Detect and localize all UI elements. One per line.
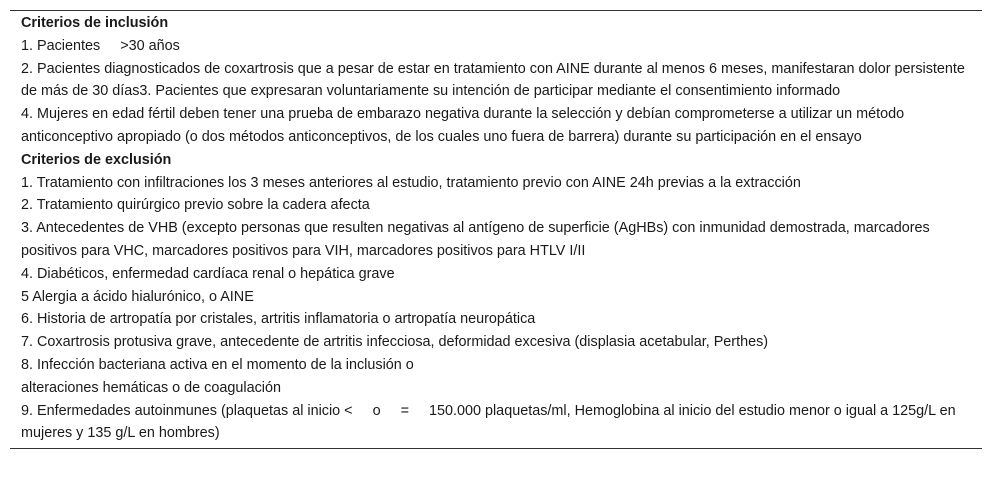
inclusion-item-1: 1. Pacientes >30 años (21, 37, 180, 54)
exclusion-criteria-heading: Criterios de exclusión (21, 151, 172, 168)
exclusion-item-8-continuation: alteraciones hemáticas o de coagulación (21, 379, 281, 396)
exclusion-item-1: 1. Tratamiento con infiltraciones los 3 meses anteriores al estudio, tratamiento previo con AINE 24h previas a la extracción (21, 174, 801, 191)
exclusion-item-5: 5 Alergia a ácido hialurónico, o AINE (21, 288, 254, 305)
exclusion-item-9: 9. Enfermedades autoinmunes (plaquetas al inicio < o = 150.000 plaquetas/ml, Hemoglobina al inicio del estudio menor o igual a 125g/L en mujeres y 135 g/L en hombres) (21, 402, 960, 442)
inclusion-criteria-heading: Criterios de inclusión (21, 15, 169, 31)
exclusion-item-4: 4. Diabéticos, enfermedad cardíaca renal o hepática grave (21, 265, 395, 282)
exclusion-item-2: 2. Tratamiento quirúrgico previo sobre la cadera afecta (21, 197, 370, 214)
exclusion-item-6: 6. Historia de artropatía por cristales, artritis inflamatoria o artropatía neuropática (21, 311, 536, 328)
exclusion-item-8: 8. Infección bacteriana activa en el momento de la inclusión o (21, 356, 414, 373)
exclusion-item-7: 7. Coxartrosis protusiva grave, antecedente de artritis infecciosa, deformidad excesiva (displasia acetabular, Perthes) (21, 334, 769, 351)
criteria-table (10, 10, 982, 449)
inclusion-item-2: 2. Pacientes diagnosticados de coxartrosis que a pesar de estar en tratamiento con AINE durante al menos 6 meses, manifestaran dolor persistente de más de 30 días3. Pacientes que expresaran voluntariamente su intención de participar mediante el consentimiento informado (21, 60, 965, 100)
exclusion-item-3: 3. Antecedentes de VHB (excepto personas que resulten negativas al antígeno de superficie (AgHBs) con inmunidad demostrada, marcadores positivos para VHC, marcadores positivos para VIH, marcadores positivos para HTLV I/II (21, 220, 930, 259)
inclusion-item-4: 4. Mujeres en edad fértil deben tener una prueba de embarazo negativa durante la selección y debían comprometerse a utilizar un método anticonceptivo apropiado (o dos métodos anticonceptivos, de los cuales uno fuera de barrera) durante su participación en el ensayo (21, 106, 905, 145)
